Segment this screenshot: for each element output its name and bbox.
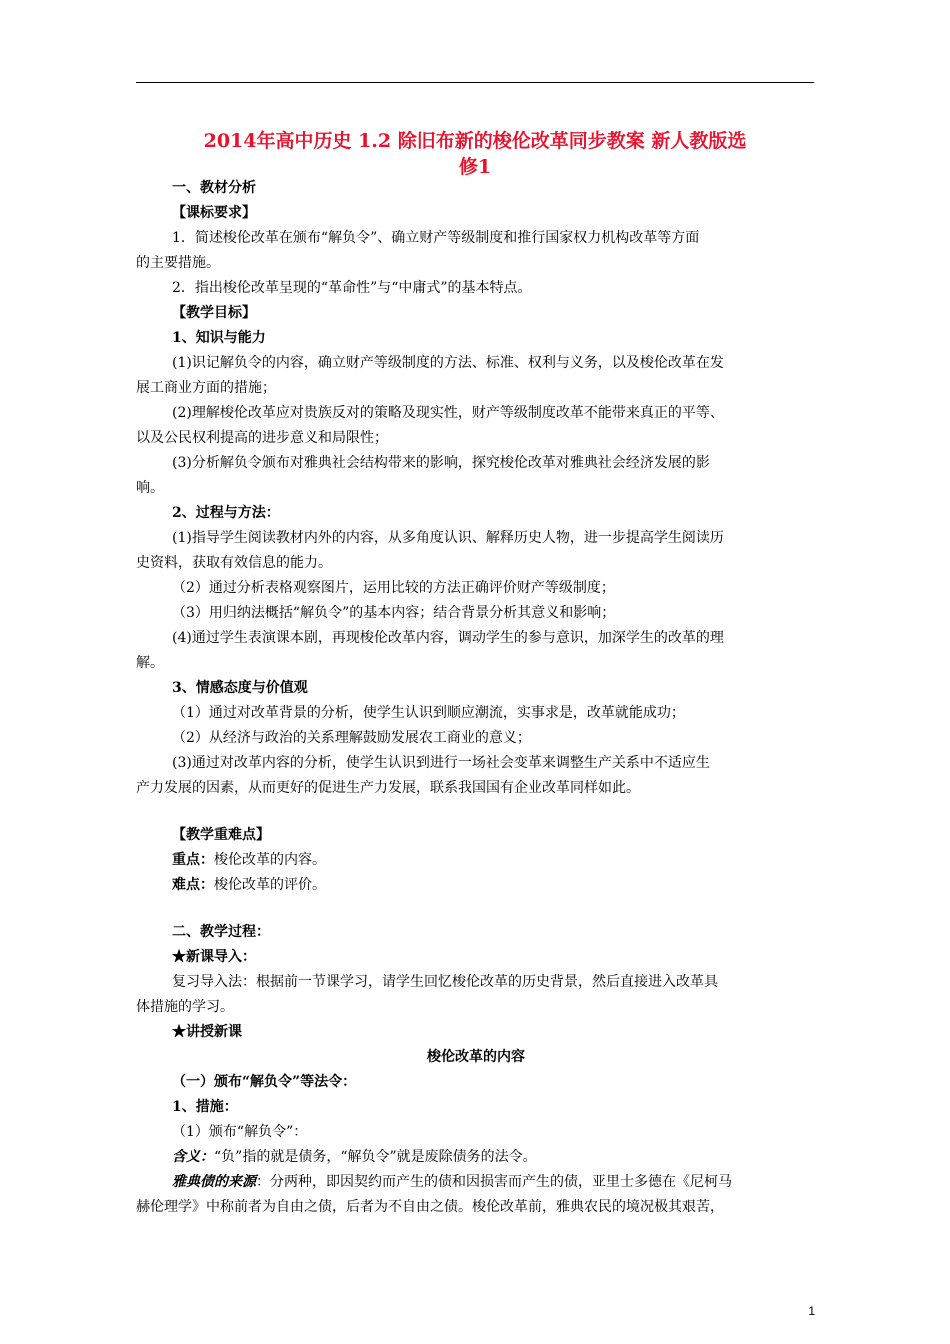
definition-text: “负”指的就是债务，“解负令”就是废除债务的法令。 bbox=[214, 1149, 537, 1165]
subsection-heading: 3、情感态度与价值观 bbox=[172, 680, 308, 696]
key-point-text: 梭伦改革的内容。 bbox=[214, 852, 326, 868]
paragraph-line: （3）用归纳法概括“解负令”的基本内容；结合背景分析其意义和影响； bbox=[172, 605, 616, 621]
paragraph-line: 解。 bbox=[136, 655, 164, 671]
centered-heading: 梭伦改革的内容 bbox=[427, 1049, 525, 1065]
difficult-point-text: 梭伦改革的评价。 bbox=[214, 877, 326, 893]
paragraph-line: 赫伦理学》中称前者为自由之债，后者为不自由之债。梭伦改革前，雅典农民的境况极其艰苦， bbox=[136, 1199, 724, 1215]
paragraph-line: 1．简述梭伦改革在颁布“解负令”、确立财产等级制度和推行国家权力机构改革等方面 bbox=[172, 230, 700, 246]
subsection-heading: 【课标要求】 bbox=[172, 205, 256, 221]
debt-source-line bbox=[136, 1170, 816, 1195]
paragraph-line: (3)分析解负令颁布对雅典社会结构带来的影响，探究梭伦改革对雅典社会经济发展的影 bbox=[172, 455, 710, 471]
key-point-label: 重点： bbox=[172, 852, 214, 868]
paragraph-line: （2）通过分析表格观察图片，运用比较的方法正确评价财产等级制度； bbox=[172, 580, 615, 596]
paragraph-line: (1)指导学生阅读教材内外的内容，从多角度认识、解释历史人物，进一步提高学生阅读历 bbox=[172, 530, 724, 546]
subsection-heading: 1、措施： bbox=[172, 1099, 238, 1115]
subsection-heading: ★新课导入： bbox=[172, 949, 256, 965]
key-point-line bbox=[136, 848, 816, 873]
paragraph-line: 产力发展的因素，从而更好的促进生产力发展，联系我国国有企业改革同样如此。 bbox=[136, 780, 640, 796]
subsection-heading: 2、过程与方法： bbox=[172, 505, 280, 521]
subsection-heading: 1、知识与能力 bbox=[172, 330, 266, 346]
paragraph-line: (1)识记解负令的内容，确立财产等级制度的方法、标准、权利与义务，以及梭伦改革在发 bbox=[172, 355, 724, 371]
paragraph-line: 复习导入法：根据前一节课学习，请学生回忆梭伦改革的历史背景，然后直接进入改革具 bbox=[172, 974, 718, 990]
paragraph-line: （1）颁布“解负令”： bbox=[172, 1124, 308, 1140]
paragraph-line: 响。 bbox=[136, 480, 164, 496]
document-title bbox=[136, 128, 814, 180]
paragraph-line: 体措施的学习。 bbox=[136, 999, 234, 1015]
spacer bbox=[136, 898, 816, 920]
paragraph-line: (2)理解梭伦改革应对贵族反对的策略及现实性，财产等级制度改革不能带来真正的平等、 bbox=[172, 405, 724, 421]
document-body bbox=[136, 176, 816, 1220]
paragraph-line: (3)通过对改革内容的分析，使学生认识到进行一场社会变革来调整生产关系中不适应生 bbox=[172, 755, 710, 771]
difficult-point-label: 难点： bbox=[172, 877, 214, 893]
header-rule bbox=[136, 82, 814, 83]
paragraph-line: 展工商业方面的措施； bbox=[136, 380, 276, 396]
subsection-heading: ★讲授新课 bbox=[172, 1024, 242, 1040]
subsection-heading: （一）颁布“解负令”等法令： bbox=[172, 1074, 357, 1090]
page-number: 1 bbox=[808, 1304, 815, 1318]
definition-line bbox=[136, 1145, 816, 1170]
debt-source-colon: ： bbox=[256, 1174, 270, 1190]
paragraph-line: 2．指出梭伦改革呈现的“革命性”与“中庸式”的基本特点。 bbox=[172, 280, 532, 296]
paragraph-line: （1）通过对改革背景的分析，使学生认识到顺应潮流，实事求是，改革就能成功； bbox=[172, 705, 685, 721]
difficult-point-line bbox=[136, 873, 816, 898]
paragraph-line: 的主要措施。 bbox=[136, 255, 220, 271]
paragraph-line: 史资料，获取有效信息的能力。 bbox=[136, 555, 332, 571]
section-heading: 二、教学过程： bbox=[172, 924, 270, 940]
title-line-2: 修1 bbox=[458, 156, 492, 178]
paragraph-line: （2）从经济与政治的关系理解鼓励发展农工商业的意义； bbox=[172, 730, 531, 746]
debt-source-text: 分两种，即因契约而产生的债和因损害而产生的债，亚里士多德在《尼柯马 bbox=[270, 1174, 732, 1190]
title-line-1: 2014年高中历史 1.2 除旧布新的梭伦改革同步教案 新人教版选 bbox=[203, 130, 747, 152]
debt-source-label: 雅典债的来源 bbox=[172, 1174, 256, 1190]
definition-label: 含义： bbox=[172, 1149, 214, 1165]
section-heading: 一、教材分析 bbox=[172, 180, 256, 196]
subsection-heading: 【教学重难点】 bbox=[172, 827, 270, 843]
subsection-heading: 【教学目标】 bbox=[172, 305, 256, 321]
paragraph-line: (4)通过学生表演课本剧，再现梭伦改革内容，调动学生的参与意识，加深学生的改革的理 bbox=[172, 630, 724, 646]
spacer bbox=[136, 801, 816, 823]
paragraph-line: 以及公民权利提高的进步意义和局限性； bbox=[136, 430, 388, 446]
